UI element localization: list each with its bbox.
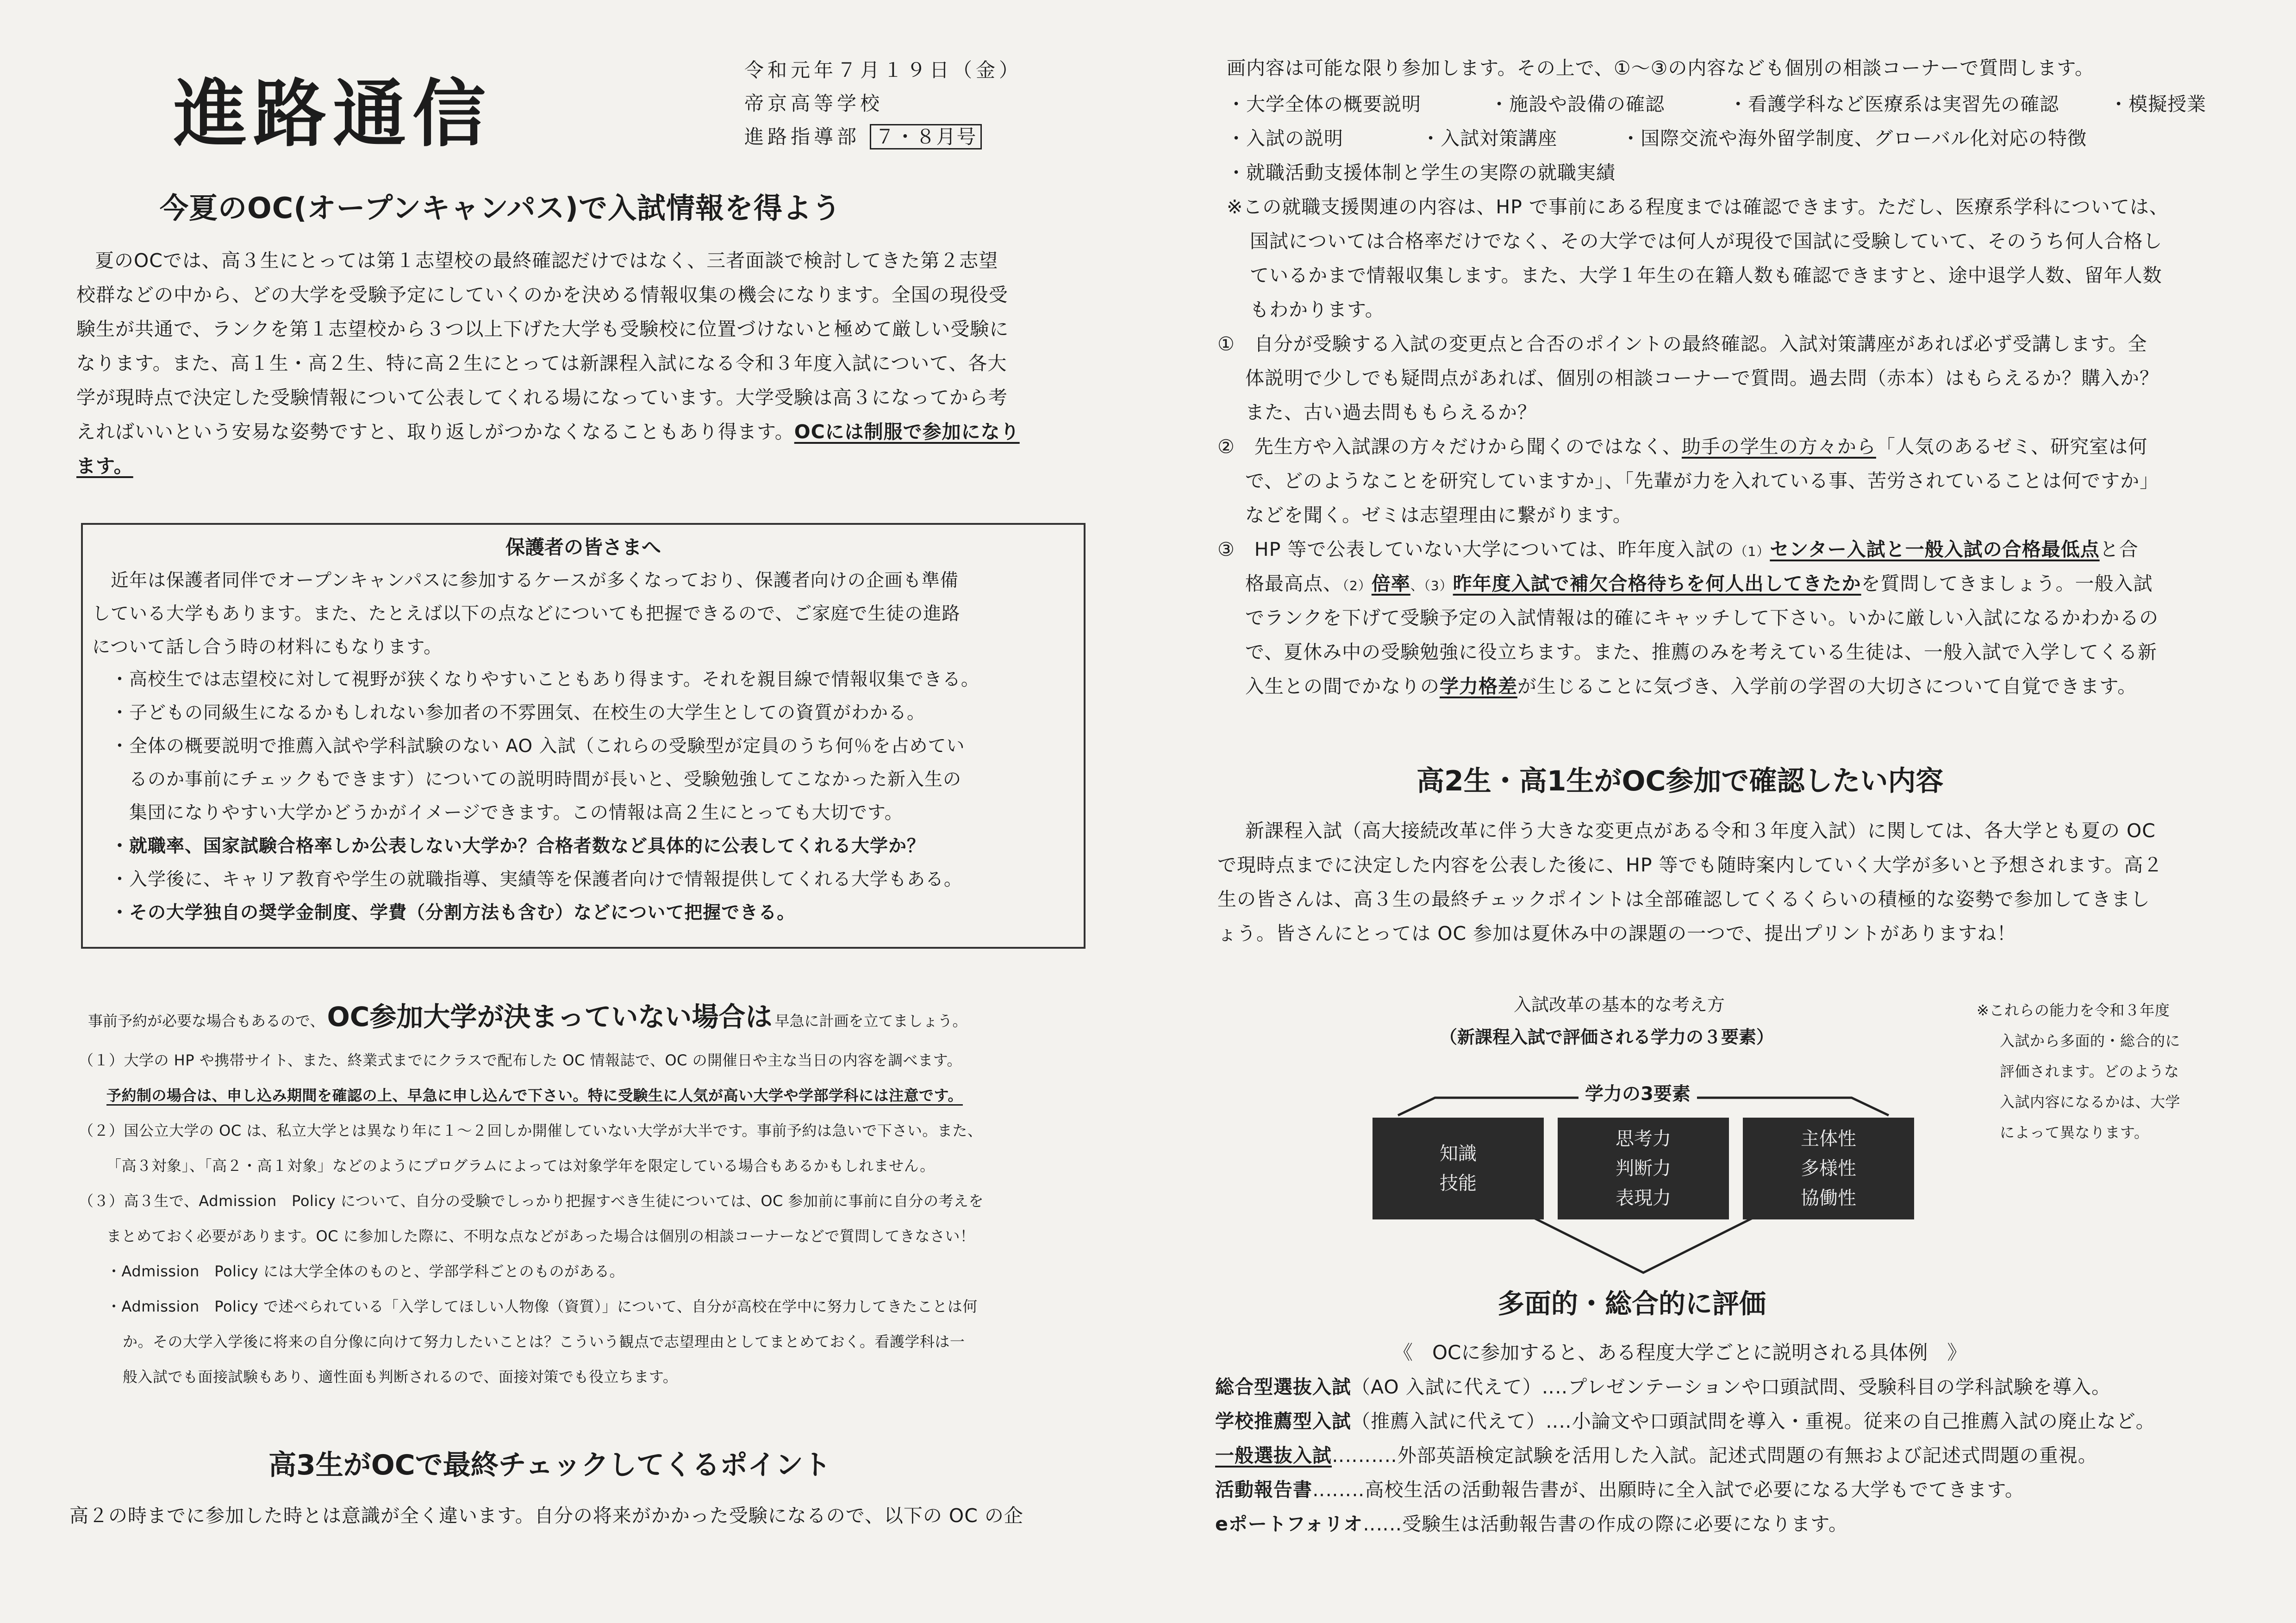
ratio-note: 倍率 <box>1371 572 1410 595</box>
undecided-item: 般入試でも面接試験もあり、適性面も判断されるので、面接対策でも役立ちます。 <box>123 1368 678 1386</box>
undecided-item: （１）大学の HP や携帯サイト、また、終業式までにクラスで配布した OC 情報誌で、OC の開催日や主な当日の内容を調べます。 <box>79 1051 962 1069</box>
parents-bullet: ・子どもの同級生になるかもしれない参加者の不雰囲気、在校生の大学生としての資質がわかる。 <box>111 703 926 723</box>
checklist-item: ・模擬授業 <box>2109 93 2207 115</box>
thinking-box: 思考力 判断力 表現力 <box>1558 1118 1729 1219</box>
intro-line: なります。また、高１生・高２生、特に高２生にとっては新課程入試になる令和３年度入試について、各大 <box>76 352 1007 374</box>
checklist-item: ・入試の説明 <box>1227 127 1343 149</box>
ability-gap: 学力格差 <box>1440 675 1517 697</box>
note-line: 国試については合格率だけでなく、その大学では何人が現役で国試に受験していて、そのうち何人合格し <box>1250 230 2163 252</box>
diagram-note: によって異なります。 <box>2000 1124 2149 1141</box>
point-line: ① 自分が受験する入試の変更点と合否のポイントの最終確認。入試対策講座があれば必ず受講します。全 <box>1217 333 2147 355</box>
parents-box-title: 保護者の皆さまへ <box>505 536 661 559</box>
parents-line: 近年は保護者同伴でオープンキャンパスに参加するケースが多くなっており、保護者向けの企画も準備 <box>111 570 959 591</box>
intro-line: ます。 <box>76 455 133 477</box>
heading-grade2-1: 高2生・高1生がOC参加で確認したい内容 <box>1416 765 1944 797</box>
point-line: ③ HP 等で公表していない大学については、昨年度入試の（1）センター入試と一般入試の合格最低点と合 <box>1217 538 2139 560</box>
diagram-subtitle: （新課程入試で評価される学力の３要素） <box>1440 1027 1774 1047</box>
issue-number: ７・８月号 <box>870 124 982 149</box>
issue-date: 令和元年７月１９日（金） <box>744 59 1023 81</box>
checklist-row <box>1227 122 2087 155</box>
diagram-result: 多面的・総合的に評価 <box>1497 1288 1766 1319</box>
intro-line: 学が現時点で決定した受験情報について公表してくれる場になっています。大学受験は高３になってから考 <box>76 386 1008 409</box>
undecided-item: ・Admission Policy には大学全体のものと、学部学科ごとのものがある。 <box>106 1262 625 1280</box>
parents-bullet: 集団になりやすい大学かどうかがイメージできます。この情報は高２生にとっても大切です。 <box>129 802 903 823</box>
example-row: 一般選抜入試‥‥‥‥‥外部英語検定試験を活用した入試。記述式問題の有無および記述式問題の重視。 <box>1215 1444 2097 1467</box>
diagram-note: 評価されます。どのような <box>2000 1063 2179 1080</box>
diagram-note: 入試内容になるかは、大学 <box>2000 1093 2181 1111</box>
intro-line: 験生が共通で、ランクを第１志望校から３つ以上下げた大学も受験校に位置づけないと極めて厳しい受験に <box>76 318 1009 340</box>
checklist-item: ・国際交流や海外留学制度、グローバル化対応の特徴 <box>1621 127 2087 149</box>
assistant-students: 助手の学生の方々から <box>1681 435 1876 458</box>
point-line: で、夏休み中の受験勉強に役立ちます。また、推薦のみを考えている生徒は、一般入試で入学してくる新 <box>1245 641 2157 663</box>
min-score-note: センター入試と一般入試の合格最低点 <box>1770 538 2100 560</box>
undecided-item: か。その大学入学後に将来の自分像に向けて努力したいことは？こういう観点で志望理由としてまとめておく。看護学科は一 <box>123 1333 965 1350</box>
checklist-item: ・大学全体の概要説明 <box>1227 93 1421 115</box>
point-line: などを聞く。ゼミは志望理由に繋がります。 <box>1245 504 1632 526</box>
note-line: もわかります。 <box>1250 298 1385 321</box>
department <box>744 121 982 153</box>
note-line: ているかまで情報収集します。また、大学１年生の在籍人数も確認できますと、途中退学人数、留年人数 <box>1250 264 2162 286</box>
point-line: で、どのようなことを研究していますか」、「先輩が力を入れている事、苦労されていることは何ですか」 <box>1245 470 2159 492</box>
point-line: 格最高点、（2）倍率、（3）昨年度入試で補欠合格待ちを何人出してきたかを質問してきましょう。一般入試 <box>1245 572 2153 595</box>
uniform-notice: OCには制服で参加になり <box>794 421 1020 443</box>
example-row: 学校推薦型入試（推薦入試に代えて）‥‥小論文や口頭試問を導入・重視。従来の自己推薦入試の廃止など。 <box>1215 1410 2155 1432</box>
continued-line: 画内容は可能な限り参加します。その上で、①〜③の内容なども個別の相談コーナーで質問します。 <box>1227 57 2095 79</box>
undecided-item: 予約制の場合は、申し込み期間を確認の上、早急に申し込んで下さい。特に受験生に人気が高い大学や学部学科には注意です。 <box>106 1087 963 1104</box>
undecided-item: （２）国公立大学の OC は、私立大学とは異なり年に１〜２回しか開催していない大学が大半です。事前予約は急いで下さい。また、 <box>79 1122 983 1139</box>
grade2-line: で現時点までに決定した内容を公表した後に、HP 等でも随時案内していく大学が多いと予想されます。高２ <box>1217 854 2163 876</box>
grade2-line: ょう。皆さんにとっては OC 参加は夏休み中の課題の一つで、提出プリントがありますね！ <box>1217 922 2016 945</box>
point-line: 体説明で少しでも疑問点があれば、個別の相談コーナーで質問。過去問（赤本）はもらえるか？購入か？ <box>1245 367 2159 389</box>
example-term: 学校推薦型入試 <box>1215 1410 1351 1432</box>
note-line: ※この就職支援関連の内容は、HP で事前にある程度までは確認できます。ただし、医療系学科については、 <box>1227 196 2169 218</box>
example-term: 一般選抜入試 <box>1215 1444 1332 1467</box>
undecided-item: ・Admission Policy で述べられている「入学してほしい人物像（資質）」について、自分が高校在学中に努力してきたことは何 <box>106 1298 978 1315</box>
undecided-heading: OC参加大学が決まっていない場合は <box>327 1001 773 1032</box>
intro-line: 校群などの中から、どの大学を受験予定にしていくのかを決める情報収集の機会になります。全国の現役受 <box>76 284 1008 306</box>
example-term: 活動報告書 <box>1215 1479 1312 1501</box>
diagram-center-label: 学力の3要素 <box>1578 1079 1697 1106</box>
undecided-item: （３）高３生で、Admission Policy について、自分の受験でしっかり把握すべき生徒については、OC 参加前に事前に自分の考えを <box>79 1192 984 1210</box>
undecided-heading-line <box>88 995 967 1034</box>
undecided-item: まとめておく必要があります。OC に参加した際に、不明な点などがあった場合は個別の相談コーナーなどで質問してきなさい！ <box>106 1227 975 1245</box>
school-name: 帝京高等学校 <box>744 92 884 115</box>
heading-final-check: 高3生がOCで最終チェックしてくるポイント <box>268 1449 831 1481</box>
parents-box <box>81 523 1086 949</box>
checklist-row <box>1227 88 2206 120</box>
undecided-item: 「高３対象」、「高２・高１対象」などのようにプログラムによっては対象学年を限定している場合もあるかもしれません。 <box>106 1157 935 1175</box>
parents-bullet: るのか事前にチェックもできます）についての説明時間が長いと、受験勉強してこなかった新入生の <box>129 769 962 790</box>
diagram-note: ※これらの能力を令和３年度 <box>1977 1001 2170 1019</box>
diagram-title: 入試改革の基本的な考え方 <box>1514 995 1725 1015</box>
checklist-row <box>1227 156 1616 189</box>
point-line: 入生との間でかなりの学力格差が生じることに気づき、入学前の学習の大切さについて自覚できます。 <box>1245 675 2137 697</box>
checklist-item: ・就職活動支援体制と学生の実際の就職実績 <box>1227 162 1616 184</box>
example-term: eポートフォリオ <box>1215 1513 1363 1535</box>
example-row: eポートフォリオ‥‥‥受験生は活動報告書の作成の際に必要になります。 <box>1215 1513 1848 1535</box>
example-row: 総合型選抜入試（AO 入試に代えて）‥‥プレゼンテーションや口頭試問、受験科目の学科試験を導入。 <box>1215 1376 2111 1398</box>
parents-bullet: ・その大学独自の奨学金制度、学費（分割方法も含む）などについて把握できる。 <box>111 902 796 923</box>
parents-line: している大学もあります。また、たとえば以下の点などについても把握できるので、ご家庭で生徒の進路 <box>92 603 961 624</box>
example-term: 総合型選抜入試 <box>1215 1376 1351 1398</box>
parents-bullet: ・高校生では志望校に対して視野が狭くなりやすいこともあり得ます。それを親目線で情報収集できる。 <box>111 669 980 690</box>
point-line: また、古い過去問ももらえるか？ <box>1245 401 1537 423</box>
parents-line: について話し合う時の材料にもなります。 <box>92 637 443 658</box>
grade2-line: 新課程入試（高大接続改革に伴う大きな変更点がある令和３年度入試）に関しては、各大学とも夏の OC <box>1245 820 2156 842</box>
parents-bullet: ・就職率、国家試験合格率しか公表しない大学か？合格者数など具体的に公表してくれる大学か？ <box>111 836 926 857</box>
checklist-item: ・看護学科など医療系は実習先の確認 <box>1728 93 2059 115</box>
intro-line: 夏のOCでは、高３生にとっては第１志望校の最終確認だけではなく、三者面談で検討してきた第２志望 <box>95 249 998 272</box>
parents-bullet: ・入学後に、キャリア教育や学生の就職指導、実績等を保護者向けで情報提供してくれる大学もある。 <box>111 869 963 890</box>
example-row: 活動報告書‥‥‥‥高校生活の活動報告書が、出願時に全入試で必要になる大学もでてきます。 <box>1215 1479 2025 1501</box>
page-title: 進路通信 <box>174 71 492 157</box>
waitlist-note: 昨年度入試で補欠合格待ちを何人出してきたか <box>1453 572 1861 595</box>
undecided-tail: 早急に計画を立てましょう。 <box>774 1012 967 1030</box>
department-name: 進路指導部 <box>744 125 861 148</box>
parents-bullet: ・全体の概要説明で推薦入試や学科試験のない AO 入試（これらの受験型が定員のうち何％を占めてい <box>111 736 965 757</box>
examples-title: 《 OCに参加すると、ある程度大学ごとに説明される具体例 》 <box>1393 1341 1967 1364</box>
heading-oc-info: 今夏のOC(オープンキャンパス)で入試情報を得よう <box>160 191 841 225</box>
intro-line: えればいいという安易な姿勢ですと、取り返しがつかなくなることもあり得ます。OCには制服で参加になり <box>76 421 1020 443</box>
point-line: でランクを下げて受験予定の入試情報は的確にキャッチして下さい。いかに厳しい入試になるかわかるの <box>1245 607 2159 629</box>
undecided-lead: 事前予約が必要な場合もあるので、 <box>88 1012 325 1030</box>
checklist-item: ・施設や設備の確認 <box>1490 93 1665 115</box>
checklist-item: ・入試対策講座 <box>1421 127 1558 149</box>
point-line: ② 先生方や入試課の方々だけから聞くのではなく、助手の学生の方々から「人気のあるゼミ、研究室は何 <box>1217 435 2148 458</box>
knowledge-box: 知識 技能 <box>1373 1118 1544 1219</box>
grade2-line: 生の皆さんは、高３生の最終チェックポイントは全部確認してくるくらいの積極的な姿勢で参加してきまし <box>1217 888 2150 910</box>
final-check-intro: 高２の時までに参加した時とは意識が全く違います。自分の将来がかかった受験になるので、以下の OC の企 <box>69 1505 1023 1527</box>
diagram-note: 入試から多面的・総合的に <box>2000 1032 2181 1050</box>
initiative-box: 主体性 多様性 協働性 <box>1743 1118 1914 1219</box>
